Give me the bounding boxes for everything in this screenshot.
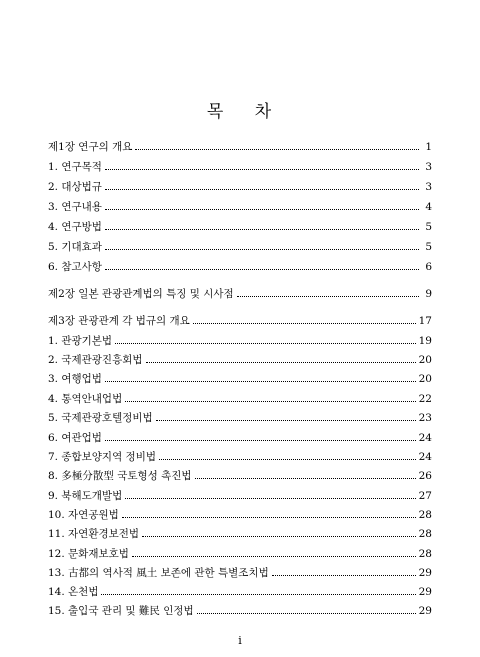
toc-chapter-entry: [48, 137, 432, 153]
toc-entry-page-number: 24: [418, 432, 432, 444]
toc-item-entry: [48, 157, 432, 173]
toc-entry-label: 4. 연구방법: [48, 221, 102, 233]
dot-leader: [105, 229, 419, 230]
toc-entry-page-number: 3: [425, 181, 432, 193]
toc-item-entry: [48, 447, 432, 463]
dot-leader: [105, 169, 419, 170]
toc-entry-page-number: 22: [418, 393, 432, 405]
toc-entry-page-number: 29: [418, 586, 432, 598]
toc-entry-page-number: 29: [418, 567, 432, 579]
toc-entry-page-number: 28: [418, 548, 432, 560]
toc-entry-label: 1. 연구목적: [48, 161, 102, 173]
toc-item-entry: [48, 408, 432, 424]
toc-entry-page-number: 24: [418, 451, 432, 463]
toc-entry-page-number: 26: [418, 470, 432, 482]
toc-item-entry: [48, 177, 432, 193]
dot-leader: [132, 556, 416, 557]
page-number: i: [238, 634, 242, 647]
toc-entry-label: 1. 관광기본법: [48, 335, 113, 347]
toc-entry-page-number: 5: [425, 221, 432, 233]
toc-item-entry: [48, 257, 432, 273]
toc-entry-label: 6. 참고사항: [48, 261, 102, 273]
toc-entry-label: 6. 여관업법: [48, 432, 102, 444]
toc-entry-label: 3. 연구내용: [48, 201, 102, 213]
toc-entry-label: 13. 古都의 역사적 風土 보존에 관한 특별조치법: [48, 567, 269, 579]
dot-leader: [146, 362, 416, 363]
dot-leader: [159, 459, 416, 460]
toc-entry-label: 2. 국제관광진흥회법: [48, 354, 143, 366]
dot-leader: [272, 575, 416, 576]
toc-entry-label: 제1장 연구의 개요: [48, 141, 133, 153]
toc-item-entry: [48, 486, 432, 502]
dot-leader: [105, 249, 419, 250]
toc-entry-label: 9. 북해도개발법: [48, 490, 123, 502]
toc-entry-label: 5. 국제관광호텔정비법: [48, 412, 153, 424]
dot-leader: [105, 209, 419, 210]
dot-leader: [122, 517, 416, 518]
toc-entry-label: 2. 대상법규: [48, 181, 102, 193]
toc-entry-page-number: 3: [425, 161, 432, 173]
page-title: 목 차: [206, 102, 274, 122]
toc-entry-label: 12. 문화재보호법: [48, 548, 129, 560]
toc-entry-label: 14. 온천법: [48, 586, 99, 598]
dot-leader: [105, 440, 416, 441]
toc-entry-page-number: 9: [425, 288, 432, 300]
toc-item-entry: [48, 369, 432, 385]
toc-entry-page-number: 20: [418, 354, 432, 366]
toc-item-entry: [48, 544, 432, 560]
toc-entry-page-number: 28: [418, 528, 432, 540]
toc-entry-label: 5. 기대효과: [48, 241, 102, 253]
toc-entry-label: 3. 여행업법: [48, 373, 102, 385]
toc-item-entry: [48, 428, 432, 444]
toc-entry-label: 11. 자연환경보전법: [48, 528, 140, 540]
toc-entry-page-number: 19: [418, 335, 432, 347]
toc-item-entry: [48, 350, 432, 366]
toc-entry-label: 4. 통역안내업법: [48, 393, 123, 405]
toc-entry-page-number: 27: [418, 490, 432, 502]
toc-entry-page-number: 1: [425, 141, 432, 153]
toc-entry-page-number: 6: [425, 261, 432, 273]
dot-leader: [193, 323, 416, 324]
toc-entry-page-number: 4: [425, 201, 432, 213]
dot-leader: [197, 613, 416, 614]
toc-entry-page-number: 23: [418, 412, 432, 424]
toc-item-entry: [48, 524, 432, 540]
toc-chapter-entry: [48, 284, 432, 300]
dot-leader: [105, 381, 416, 382]
toc-item-entry: [48, 237, 432, 253]
dot-leader: [237, 296, 419, 297]
toc-item-entry: [48, 217, 432, 233]
dot-leader: [105, 269, 419, 270]
toc-entry-label: 15. 출입국 관리 및 難民 인정법: [48, 605, 194, 617]
toc-entry-label: 제2장 일본 관광관계법의 특징 및 시사점: [48, 288, 234, 300]
toc-entry-page-number: 17: [418, 315, 432, 327]
toc-item-entry: [48, 466, 432, 482]
dot-leader: [142, 536, 416, 537]
dot-leader: [125, 401, 415, 402]
dot-leader: [101, 594, 415, 595]
toc-entry-page-number: 20: [418, 373, 432, 385]
dot-leader: [125, 498, 415, 499]
toc-entry-label: 8. 多極分散型 국토형성 촉진법: [48, 470, 192, 482]
toc-entry-label: 7. 종합보양지역 정비법: [48, 451, 156, 463]
toc-item-entry: [48, 197, 432, 213]
dot-leader: [156, 420, 416, 421]
toc-item-entry: [48, 582, 432, 598]
dot-leader: [135, 149, 419, 150]
toc-entry-page-number: 5: [425, 241, 432, 253]
toc-item-entry: [48, 601, 432, 617]
dot-leader: [115, 343, 416, 344]
toc-item-entry: [48, 563, 432, 579]
toc-chapter-entry: [48, 311, 432, 327]
dot-leader: [105, 189, 419, 190]
toc-item-entry: [48, 331, 432, 347]
toc-entry-label: 10. 자연공원법: [48, 509, 119, 521]
toc-entry-label: 제3장 관광관계 각 법규의 개요: [48, 315, 190, 327]
toc-item-entry: [48, 505, 432, 521]
toc-entry-page-number: 28: [418, 509, 432, 521]
toc-item-entry: [48, 389, 432, 405]
toc-entry-page-number: 29: [418, 605, 432, 617]
dot-leader: [195, 478, 416, 479]
